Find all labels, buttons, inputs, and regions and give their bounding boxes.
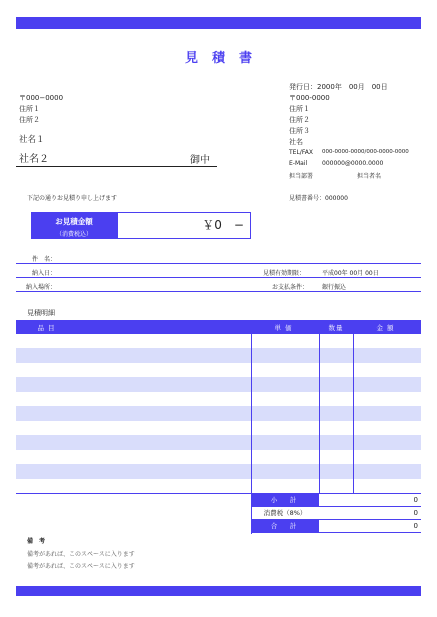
- amount-label: お見積金額: [55, 217, 93, 226]
- intro-text: 下記の通りお見積り申し上げます: [27, 195, 118, 202]
- document-title: 見積書: [184, 51, 266, 66]
- issuer-company: 社名: [289, 138, 303, 146]
- issuer-email-value: 000000@0000.0000: [322, 160, 384, 167]
- table-row: [16, 334, 421, 348]
- table-row: [16, 435, 421, 449]
- total-value: 0: [319, 520, 421, 533]
- col-amount: 金額: [376, 324, 398, 332]
- remarks-line-1: 備考があれば、このスペースに入ります: [27, 551, 135, 558]
- delivery-place-label: 納入場所：: [26, 284, 57, 291]
- subject-label: 件 名：: [32, 256, 57, 263]
- validity-label: 見積有効期限：: [263, 270, 306, 277]
- payment-value: 銀行振込: [322, 284, 347, 291]
- issuer-person: 担当者名: [357, 173, 382, 180]
- table-row: [16, 392, 421, 406]
- delivery-date-row-line: [16, 277, 421, 278]
- table-row: [16, 450, 421, 464]
- issuer-postal: 〒000-0000: [289, 94, 330, 102]
- total-label: 合 計: [251, 520, 319, 533]
- table-row: [16, 406, 421, 420]
- table-row: [16, 464, 421, 478]
- col-unit-price: 単価: [274, 324, 296, 332]
- table-row: [16, 348, 421, 362]
- delivery-date-label: 納入日：: [32, 270, 57, 277]
- issuer-address-3: 住所３: [289, 127, 310, 135]
- tax-value: 0: [319, 507, 421, 520]
- table-row: [16, 363, 421, 377]
- divider-amount: [353, 334, 354, 493]
- remarks-line-2: 備考があれば、このスペースに入ります: [27, 563, 135, 570]
- recipient-underline: [16, 166, 217, 167]
- col-item: 品目: [37, 324, 59, 332]
- validity-value: 平成00年 00月 00日: [322, 270, 379, 277]
- footer-bar: [16, 586, 421, 596]
- recipient-postal: 〒000−0000: [19, 94, 64, 102]
- recipient-company-1: 社名１: [19, 135, 45, 145]
- amount-label-box: [31, 212, 117, 239]
- col-quantity: 数量: [328, 324, 344, 332]
- issue-date: 発行日：2000年 00月 00日: [289, 83, 388, 91]
- issuer-tel-label: TEL/FAX: [289, 149, 313, 156]
- issuer-tel-value: 000-0000-0000/000-0000-0000: [322, 149, 409, 155]
- table-row: [16, 479, 421, 493]
- details-heading: 見積明細: [27, 309, 55, 317]
- subtotal-label: 小 計: [251, 494, 319, 507]
- issuer-address-1: 住所１: [289, 105, 310, 113]
- recipient-honorific: 御中: [190, 155, 210, 166]
- details-table-header: [16, 320, 421, 334]
- divider-quantity: [319, 334, 320, 493]
- subtotal-value: 0: [319, 494, 421, 507]
- amount-sublabel: （消費税込）: [55, 231, 92, 238]
- issuer-dept: 担当部署: [289, 173, 314, 180]
- header-bar: [16, 17, 421, 29]
- tax-label: 消費税（8%）: [251, 507, 319, 520]
- amount-value: ￥0 −: [117, 212, 251, 239]
- table-row: [16, 421, 421, 435]
- delivery-place-row-line: [16, 291, 421, 292]
- subject-row-line: [16, 263, 421, 264]
- issuer-address-2: 住所２: [289, 116, 310, 124]
- recipient-address-2: 住所２: [19, 116, 40, 124]
- table-row: [16, 377, 421, 391]
- estimate-number: 見積書番号：000000: [289, 195, 348, 202]
- recipient-address-1: 住所１: [19, 105, 40, 113]
- issuer-email-label: E-Mail: [289, 160, 308, 167]
- payment-label: お支払条件：: [272, 284, 309, 291]
- recipient-company-2: 社名２: [19, 154, 49, 165]
- remarks-heading: 備 考: [27, 538, 46, 545]
